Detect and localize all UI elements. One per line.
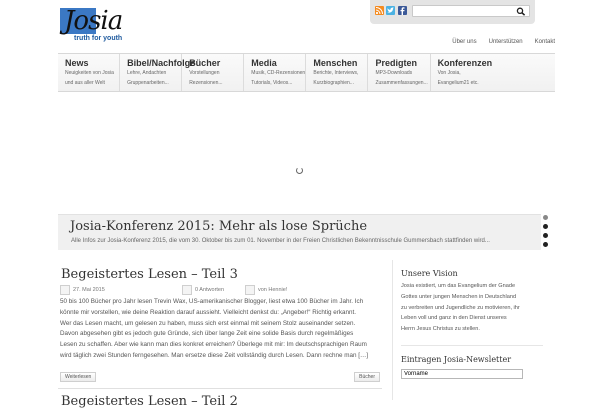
slide-subtitle: Alle Infos zur Josia-Konferenz 2015, die vom 30. Oktober bis zum 01. November in der Freien Christlichen Bekenntnisschule Gummersbach stattfinden wird...	[71, 238, 490, 244]
facebook-icon[interactable]	[398, 6, 407, 15]
nav-desc: Von Josia,	[437, 70, 461, 76]
nav-item-buecher[interactable]	[182, 54, 244, 91]
nav-title: Konferenzen	[437, 58, 493, 68]
slide-caption[interactable]	[58, 214, 541, 250]
post-author[interactable]: von Hennie!	[258, 287, 288, 293]
nav-desc: Neuigkeiten von Josia	[65, 70, 114, 76]
nav-desc: Tutorials, Videos...	[251, 80, 293, 86]
search-icon[interactable]	[516, 7, 526, 16]
vision-line: Josia existiert, um das Evangelium der Gnade	[401, 283, 516, 289]
excerpt-line: wird täglich zwei Stunden ferngesehen. Man ersetze diese Zeit vollständig durch Lesen. Dann rechne man […]	[60, 351, 369, 359]
nav-item-media[interactable]	[244, 54, 306, 91]
sidebar	[392, 260, 542, 400]
rss-icon[interactable]	[375, 6, 384, 15]
header	[58, 0, 555, 52]
loading-spinner-icon	[296, 167, 303, 174]
slider-dot[interactable]	[543, 233, 548, 238]
utility-nav	[452, 39, 555, 45]
post-meta	[60, 285, 381, 297]
divider	[401, 345, 543, 346]
post-excerpt	[60, 297, 380, 362]
nav-title: Media	[251, 58, 277, 68]
nav-title: News	[65, 58, 89, 68]
link-unterstuetzen[interactable]: Unterstützen	[488, 39, 523, 45]
excerpt-line: könnte mir vorstellen, wie deine Reaktion darauf aussieht. Vielleicht denkst du: „Angeber!“ Richtig erkannt.	[60, 308, 356, 316]
divider	[58, 388, 382, 389]
nav-desc: Lehre, Andachten	[127, 70, 167, 76]
logo-tagline: truth for youth	[74, 35, 123, 42]
read-more-button[interactable]: Weiterlesen	[60, 372, 96, 382]
link-ueber-uns[interactable]: Über uns	[452, 39, 477, 45]
vision-heading: Unsere Vision	[401, 269, 458, 278]
nav-item-konferenzen[interactable]	[431, 54, 493, 91]
excerpt-line: Lesen zu schaffen. Aber wie kann man dies konkret erreichen? Überlege mit mir: Im deutschsprachigen Raum	[60, 341, 367, 349]
main-content	[58, 260, 382, 409]
nav-desc: Evangelium21 etc.	[437, 80, 479, 86]
post-comments[interactable]: 0 Antworten	[195, 287, 225, 293]
comments-icon	[182, 285, 192, 295]
nav-title: Bibel/Nachfolge	[127, 58, 196, 68]
nav-title: Menschen	[313, 58, 358, 68]
nav-desc: und aus aller Welt	[65, 80, 105, 86]
page	[58, 0, 555, 409]
nav-desc: Musik, CD-Rezensionen	[251, 70, 306, 76]
nav-item-predigten[interactable]	[368, 54, 430, 91]
nav-desc: Kurzbiographien...	[313, 80, 354, 86]
vision-text	[401, 281, 541, 335]
nav-item-news[interactable]	[58, 54, 120, 91]
nav-title: Bücher	[189, 58, 221, 68]
nav-item-menschen[interactable]	[306, 54, 368, 91]
author-icon	[245, 285, 255, 295]
main-nav	[58, 53, 555, 92]
top-bar	[370, 0, 535, 24]
vision-line: zu verbreiten und Jugendliche zu motivieren, ihr	[401, 304, 520, 311]
nav-title: Predigten	[375, 58, 417, 68]
calendar-icon	[60, 285, 70, 295]
twitter-icon[interactable]	[386, 6, 395, 15]
next-post-title[interactable]: Begeistertes Lesen – Teil 2	[61, 394, 238, 409]
nav-desc: MP3-Downloads	[375, 70, 413, 76]
newsletter-firstname-input[interactable]	[401, 369, 523, 379]
nav-desc: Gruppenarbeiten...	[127, 80, 169, 86]
excerpt-line: Davon abgesehen gibt es jedoch gute Gründe, sich über lange Zeit eine solide Basis durch regelmäßiges	[60, 330, 354, 338]
slider-dot[interactable]	[543, 242, 548, 247]
post-date: 27. Mai 2015	[73, 287, 105, 293]
newsletter-heading: Eintragen Josia-Newsletter	[401, 354, 512, 364]
logo[interactable]	[60, 8, 132, 44]
vision-line: Herrn Jesus Christus zu stellen.	[401, 326, 480, 333]
excerpt-line: Wer das Lesen macht, um gelesen zu haben, muss sich erst einmal mit seinem Stolz auseinander setzen.	[60, 319, 356, 327]
post-title[interactable]: Begeistertes Lesen – Teil 3	[61, 267, 238, 282]
nav-desc: Rezensionen...	[189, 80, 223, 86]
featured-slider[interactable]	[58, 93, 555, 253]
nav-desc: Berichte, Interviews,	[313, 70, 359, 76]
vision-line: Leben voll und ganz in den Dienst unseres	[401, 315, 507, 322]
search-input[interactable]	[415, 7, 511, 16]
search-box	[412, 5, 530, 17]
link-kontakt[interactable]: Kontakt	[534, 39, 555, 45]
post-actions	[60, 372, 380, 382]
logo-title: Josia	[64, 6, 123, 36]
slide-title[interactable]: Josia-Konferenz 2015: Mehr als lose Sprüche	[70, 219, 368, 234]
slider-pagination	[543, 215, 549, 251]
nav-desc: Vorstellungen	[189, 70, 220, 76]
excerpt-line: 50 bis 100 Bücher pro Jahr lesen Trevin Wax, US-amerikanischer Blogger, liest etwa 100 Bücher im Jahr. Ich	[60, 298, 364, 305]
vision-line: Gottes unter jungen Menschen in Deutschland	[401, 293, 517, 300]
slider-dot[interactable]	[543, 224, 548, 229]
category-button[interactable]: Bücher	[354, 372, 380, 382]
nav-item-bibel[interactable]	[120, 54, 196, 91]
slider-dot[interactable]	[543, 215, 548, 220]
nav-desc: Zusammenfassungen...	[375, 80, 428, 86]
